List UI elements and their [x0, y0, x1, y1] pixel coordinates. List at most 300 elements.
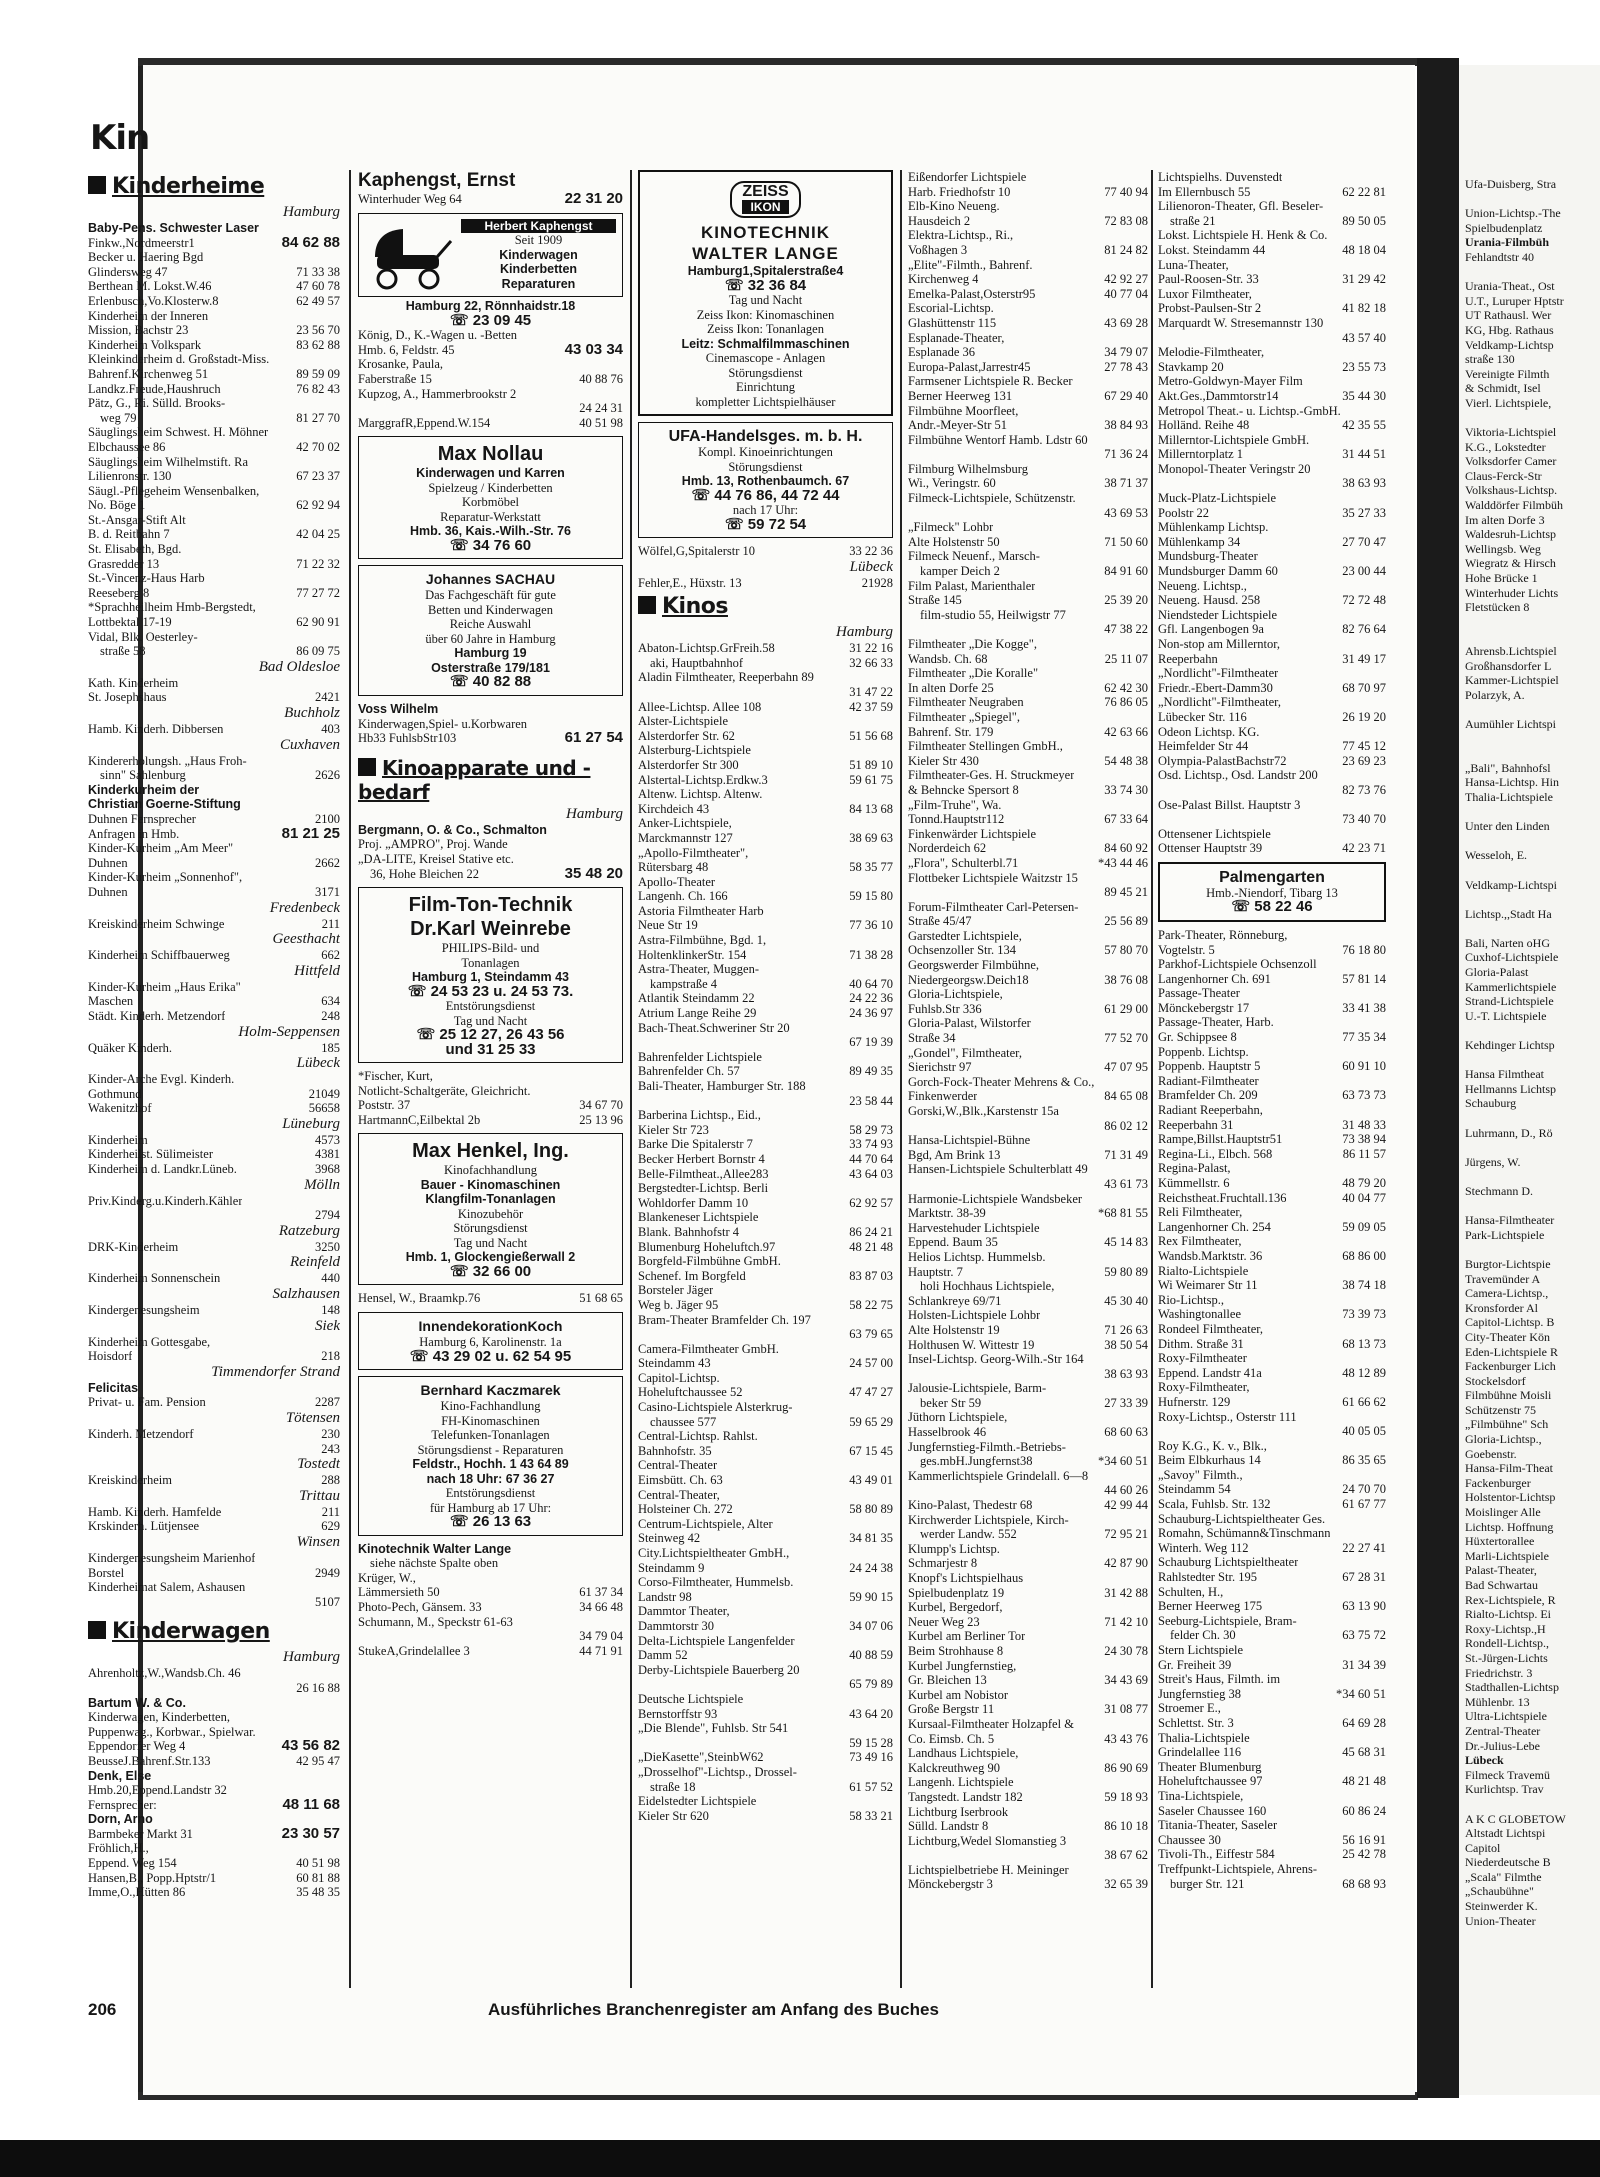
- listing-phone: *34 60 51: [1098, 1454, 1148, 1469]
- listing-phone: [336, 250, 340, 265]
- listing-name: Ottensener Lichtspiele: [1158, 826, 1271, 841]
- listing-row: [88, 586, 340, 601]
- listing-name: Escorial-Lichtsp.: [908, 301, 994, 316]
- right-page-line: Veldkamp-Lichtspi: [1465, 877, 1557, 892]
- advert-line: Tag und Nacht: [453, 1235, 528, 1250]
- listing-row: [1158, 928, 1386, 943]
- listing-name: Akt.Ges.,Dammtorstr14: [1158, 388, 1279, 403]
- listing-row: [638, 1400, 893, 1415]
- advert-koch: [358, 1312, 623, 1370]
- listing-name: „Elite"-Filmth., Bahrenf.: [908, 257, 1033, 272]
- listing-phone: [619, 357, 623, 372]
- listing-row: [638, 544, 893, 559]
- listing-phone: 43 56 82: [281, 1737, 340, 1755]
- listing-name: Rialto-Lichtspiele: [1158, 1263, 1249, 1278]
- listing-row: [1158, 739, 1386, 754]
- listing-phone: [1382, 1103, 1386, 1118]
- listing-phone: 86 10 18: [1104, 1819, 1148, 1834]
- listing-row: [908, 506, 1148, 521]
- right-page-line: Schauburg: [1465, 1096, 1517, 1111]
- listing-phone: 51 89 10: [849, 757, 893, 772]
- listing-row: [88, 425, 340, 440]
- listing-name: Gr. Freiheit 39: [1158, 1657, 1232, 1672]
- listing-row: [908, 1323, 1148, 1338]
- advert-phone: ☏ 44 76 86, 44 72 44: [691, 486, 840, 504]
- advert-weinrebe: [358, 887, 623, 1063]
- listing-group: [88, 221, 340, 659]
- listing-name: „Gondel", Filmtheater,: [908, 1045, 1022, 1060]
- listing-row: [358, 416, 623, 431]
- listing-name: Holsten-Lichtspiele Lohbr: [908, 1308, 1041, 1323]
- listing-name: Filmtheater Stellingen GmbH.,: [908, 739, 1063, 754]
- listing-phone: [1144, 1571, 1148, 1586]
- listing-row: [908, 447, 1148, 462]
- listing-phone: [1382, 1380, 1386, 1395]
- listing-row: [358, 1615, 623, 1630]
- listing-phone: [336, 797, 340, 812]
- advert-line: für Hamburg ab 17 Uhr:: [429, 1500, 552, 1515]
- right-page-line: Park-Lichtspiele: [1465, 1227, 1545, 1242]
- listing-row: [1158, 637, 1386, 652]
- listing-phone: [619, 837, 623, 852]
- right-page-line: Dr.-Julius-Lebe: [1465, 1738, 1540, 1753]
- listing-row: [1158, 1731, 1386, 1746]
- listing-row: [88, 338, 340, 353]
- listing-phone: 35 27 33: [1342, 505, 1386, 520]
- listing-phone: [1144, 1746, 1148, 1761]
- listing-row: [638, 1064, 893, 1079]
- listing-row: [358, 1556, 623, 1571]
- column-rule: [900, 170, 902, 1988]
- listing-phone: [336, 1551, 340, 1566]
- advert-title: Dr.Karl Weinrebe: [410, 918, 571, 941]
- right-page-line: [1465, 265, 1600, 280]
- right-page-line: Gloria-Lichtsp.,: [1465, 1432, 1542, 1447]
- listing-phone: 77 35 34: [1342, 1030, 1386, 1045]
- listing-name: Kinder-Kurheim „Sonnenhof",: [88, 870, 243, 885]
- listing-phone: [889, 1546, 893, 1561]
- right-page-line: Lichtsp. Hoffnung: [1465, 1519, 1554, 1534]
- listing-phone: [619, 1069, 623, 1084]
- listing-name: St.-Vincenz-Haus Harb: [88, 571, 205, 586]
- listing-row: [908, 900, 1148, 915]
- listing-row: [358, 1069, 623, 1084]
- listing-row: [1158, 798, 1386, 813]
- right-page-line: Schützenstr 75: [1465, 1402, 1536, 1417]
- listing-name: Holländ. Reihe 48: [1158, 418, 1250, 433]
- listing-name: „Apollo-Filmtheater",: [638, 845, 749, 860]
- listing-row: [908, 1454, 1148, 1469]
- listing-row: [1158, 491, 1386, 506]
- phone-icon: ☏: [449, 536, 473, 554]
- listing-name: Centrum-Lichtspiele, Alter: [638, 1516, 773, 1531]
- right-page-line: Hansa-Lichtsp. Hin: [1465, 775, 1559, 790]
- listing-name: Casino-Lichtspiele Alsterkrug-: [638, 1400, 793, 1415]
- listing-phone: 25 56 89: [1104, 914, 1148, 929]
- listing-name: Borgfeld-Filmbühne GmbH.: [638, 1254, 781, 1269]
- listing-name: Wi Weimarer Str 11: [1158, 1278, 1258, 1293]
- listing-name: Steindamm 54: [1158, 1482, 1231, 1497]
- listing-phone: 72 83 08: [1104, 213, 1148, 228]
- listing-phone: 38 63 93: [1342, 476, 1386, 491]
- right-page-line: Hellmanns Lichtsp: [1465, 1081, 1556, 1096]
- listing-name: Bahrenfelder Lichtspiele: [638, 1049, 762, 1064]
- listing-phone: 42 70 02: [296, 439, 340, 454]
- listing-row: [908, 695, 1148, 710]
- listing-phone: 33 74 93: [849, 1137, 893, 1152]
- listing-row: [88, 1856, 340, 1871]
- right-page-line: Großhansdorfer L: [1465, 658, 1552, 673]
- listing-phone: 248: [321, 1008, 340, 1023]
- listing-row: [638, 1648, 893, 1663]
- listing-name: Reeperbahn: [1158, 651, 1218, 666]
- listing-row: [908, 1732, 1148, 1747]
- right-page-line: [1465, 892, 1600, 907]
- listing-group: [88, 1194, 340, 1223]
- listing-phone: 47 38 22: [1104, 622, 1148, 637]
- listing-name: Abaton-Lichtsp.GrFreih.58: [638, 641, 775, 656]
- city-heading: Tostedt: [297, 1456, 340, 1473]
- listing-name: Rütersbarg 48: [638, 860, 709, 875]
- listing-name: straße 21: [1170, 213, 1216, 228]
- listing-name: Krüger, W.,: [358, 1570, 416, 1585]
- listing-name: DRK-Kinderheim: [88, 1239, 179, 1254]
- listing-row: [908, 1877, 1148, 1892]
- listing-phone: [1144, 1834, 1148, 1849]
- listing-phone: 63 73 73: [1342, 1088, 1386, 1103]
- listing-phone: 61 27 54: [564, 729, 623, 747]
- listing-row: [88, 630, 340, 645]
- phone-icon: ☏: [416, 1026, 440, 1044]
- listing-phone: 43 69 28: [1104, 315, 1148, 330]
- listing-phone: 27 70 47: [1342, 534, 1386, 549]
- listing-row: [638, 1721, 893, 1736]
- listing-name: Kalckreuthweg 90: [908, 1760, 1000, 1775]
- advert-title: Film-Ton-Technik: [408, 894, 573, 917]
- listing-row: [88, 1162, 340, 1177]
- listing-name: Finkenwärder Lichtspiele: [908, 826, 1037, 841]
- listing-row: [88, 768, 340, 783]
- listing-row: [638, 656, 893, 671]
- listing-phone: [1382, 666, 1386, 681]
- listing-row: [358, 1644, 623, 1659]
- listing-phone: 25 39 20: [1104, 593, 1148, 608]
- right-page-line: Palast-Theater,: [1465, 1563, 1537, 1578]
- listing-name: Gothmund: [88, 1086, 142, 1101]
- listing-row: [1158, 1132, 1386, 1147]
- listing-phone: 44 71 91: [579, 1643, 623, 1658]
- listing-row: [908, 389, 1148, 404]
- listing-row: [908, 1046, 1148, 1061]
- section-heading-kinoapparate: Kinoapparate und -bedarf: [358, 755, 591, 804]
- listing-row: [358, 357, 623, 372]
- listing-row: [1158, 957, 1386, 972]
- listing-row: [908, 1571, 1148, 1586]
- listing-phone: 67 29 40: [1104, 388, 1148, 403]
- listing-row: [88, 1442, 340, 1457]
- listing-row: [908, 331, 1148, 346]
- listing-name: kamper Deich 2: [920, 564, 1000, 579]
- listing-phone: [889, 846, 893, 861]
- listing-row: [638, 918, 893, 933]
- listing-name: Beim Strohhause 8: [908, 1643, 1004, 1658]
- listing-row: [1158, 652, 1386, 667]
- listing-row: [638, 1794, 893, 1809]
- listing-name: Große Bergstr 11: [908, 1702, 995, 1717]
- listing-group: [358, 702, 623, 746]
- listing-row: [88, 783, 340, 798]
- listing-row: [88, 722, 340, 737]
- right-page-line: [1465, 192, 1600, 207]
- listing-name: Weg b. Jäger 95: [638, 1297, 719, 1312]
- listing-phone: 243: [321, 1441, 340, 1456]
- listing-name: Poppenb. Hauptstr 5: [1158, 1059, 1261, 1074]
- listing-name: Knopf's Lichtspielhaus: [908, 1571, 1024, 1585]
- listing-name: Poppenb. Lichtsp.: [1158, 1044, 1249, 1059]
- listing-row: [1158, 1453, 1386, 1468]
- listing-row: [88, 396, 340, 411]
- advert-address: Hmb. 1, Glockengießerwall 2: [405, 1250, 576, 1265]
- listing-row: [908, 608, 1148, 623]
- listing-phone: [1382, 258, 1386, 273]
- listing-phone: [1144, 1162, 1148, 1177]
- right-page-line: Ahrensb.Lichtspiel: [1465, 644, 1557, 658]
- listing-phone: [1382, 1161, 1386, 1176]
- listing-row: [638, 714, 893, 729]
- listing-name: Apollo-Theater: [638, 874, 716, 889]
- listing-row: [1158, 447, 1386, 462]
- listing-name: straße 18: [650, 1779, 696, 1794]
- listing-phone: 33 74 30: [1104, 782, 1148, 797]
- listing-row: [908, 579, 1148, 594]
- city-heading: Timmendorfer Strand: [211, 1363, 340, 1380]
- listing-row: [908, 1075, 1148, 1090]
- listing-phone: 72 72 48: [1342, 593, 1386, 608]
- right-page-line: Jürgens, W.: [1465, 1154, 1521, 1169]
- listing-phone: [889, 1634, 893, 1649]
- listing-row: [358, 1571, 623, 1586]
- listing-name: Kinderheim der Inneren: [88, 308, 209, 323]
- listing-row: [908, 1513, 1148, 1528]
- listing-name: Anker-Lichtspiele,: [638, 816, 732, 831]
- right-page-line: Polarzyk, A.: [1465, 687, 1525, 702]
- listing-name: Finkenwerder: [908, 1089, 978, 1104]
- listing-phone: 21928: [861, 575, 893, 590]
- listing-row: [88, 797, 340, 812]
- listing-row: [638, 889, 893, 904]
- listing-phone: 73 39 73: [1342, 1307, 1386, 1322]
- listing-row: [88, 1208, 340, 1223]
- listing-phone: 82 76 64: [1342, 622, 1386, 637]
- listing-phone: 43 64 03: [849, 1166, 893, 1181]
- listing-row: [638, 1415, 893, 1430]
- right-page-line: Kronsforder Al: [1465, 1300, 1538, 1315]
- listing-row: [358, 1084, 623, 1099]
- listing-name: Hmb. 6, Feldstr. 45: [358, 342, 455, 357]
- advert-line: Störungsdienst: [728, 459, 803, 474]
- listing-phone: [889, 1400, 893, 1415]
- right-page-line: [1465, 732, 1600, 747]
- listing-phone: [1144, 301, 1148, 316]
- right-page-line: Stechmann D.: [1465, 1183, 1533, 1198]
- listing-name: Anfragen in Hmb.: [88, 826, 180, 841]
- listing-name: Blankeneser Lichtspiele: [638, 1210, 759, 1225]
- listing-row: [1158, 972, 1386, 987]
- listing-name: Filmbühne Wentorf Hamb. Ldstr 60: [908, 432, 1088, 447]
- listing-row: [908, 593, 1148, 608]
- listing-name: „DieKasette",SteinbW62: [638, 1750, 764, 1765]
- right-page-line: Marli-Lichtspiele: [1465, 1548, 1549, 1563]
- listing-phone: [1144, 1410, 1148, 1425]
- listing-phone: [1144, 1279, 1148, 1294]
- listing-phone: [889, 1692, 893, 1707]
- listing-phone: 25 11 07: [1104, 651, 1148, 666]
- listing-phone: [1382, 986, 1386, 1001]
- right-page-line: [1465, 629, 1600, 644]
- advert-sachau: [358, 565, 623, 696]
- listing-name: werder Landw. 552: [920, 1527, 1017, 1542]
- listing-phone: 60 86 24: [1342, 1803, 1386, 1818]
- listing-row: [908, 1279, 1148, 1294]
- listing-name: Duhnen: [88, 884, 128, 899]
- city-heading: Winsen: [296, 1533, 340, 1550]
- listing-name: Europa-Palast,Jarrestr45: [908, 359, 1031, 374]
- right-page-line: [1465, 921, 1600, 936]
- listing-name: Lilienronstr. 130: [88, 469, 172, 484]
- listing-name: Reeseberg 8: [88, 585, 150, 600]
- listing-name: beker Str 59: [920, 1395, 982, 1410]
- listing-row: [638, 787, 893, 802]
- listing-group: [88, 1335, 340, 1364]
- listing-row: [88, 1519, 340, 1534]
- listing-name: Wandsb.Marktstr. 36: [1158, 1248, 1263, 1263]
- right-page-line: Union-Theater: [1465, 1913, 1536, 1928]
- listing-name: Hasselbrook 46: [908, 1425, 987, 1440]
- listing-row: [908, 433, 1148, 448]
- listing-phone: 86 11 57: [1342, 1146, 1386, 1161]
- listing-phone: 440: [321, 1271, 340, 1286]
- right-page-line: Eden-Lichtspiele R: [1465, 1344, 1558, 1359]
- listing-phone: [1382, 491, 1386, 506]
- listing-row: [908, 1746, 1148, 1761]
- listing-row: [638, 816, 893, 831]
- listing-phone: 48 18 04: [1342, 242, 1386, 257]
- listing-name: Erlenbusch,Vo.Klosterw.8: [88, 293, 219, 308]
- listing-row: [908, 1104, 1148, 1119]
- listing-name: Pätz, G., Ri. Sülld. Brooks-: [88, 396, 226, 411]
- right-page-line: Bali, Narten oHG: [1465, 935, 1550, 950]
- advert-line: Klangfilm-Tonanlagen: [425, 1192, 556, 1207]
- listing-name: Langenhorner Ch. 691: [1158, 971, 1271, 986]
- listing-phone: [1382, 170, 1386, 185]
- listing-name: B. d. Reitbahn 7: [88, 527, 170, 542]
- listing-name: Belle-Filmtheat.,Allee283: [638, 1166, 769, 1181]
- listing-row: [908, 914, 1148, 929]
- listing-group: [88, 1072, 340, 1116]
- listing-phone: [336, 676, 340, 691]
- listing-name: Osd. Lichtsp., Osd. Landstr 200: [1158, 768, 1318, 783]
- listing-phone: 26 19 20: [1342, 709, 1386, 724]
- listing-phone: [619, 1542, 623, 1557]
- right-page-line: Kehdinger Lichtsp: [1465, 1038, 1555, 1053]
- listing-row: [638, 1488, 893, 1503]
- listing-name: Damm 52: [638, 1648, 688, 1663]
- listing-name: Aladin Filmtheater, Reeperbahn 89: [638, 670, 814, 685]
- advert-line: Störungsdienst: [728, 365, 803, 380]
- listing-name: Holthusen W. Wittestr 19: [908, 1337, 1035, 1352]
- listing-phone: 34 79 07: [1104, 345, 1148, 360]
- advert-phone: ☏ 26 13 63: [449, 1513, 532, 1531]
- listing-name: Gr. Bleichen 13: [908, 1673, 987, 1688]
- city-heading: Hamburg: [283, 1649, 340, 1666]
- listing-row: [358, 702, 623, 717]
- listing-name: Kieler Str 620: [638, 1808, 709, 1823]
- listing-phone: 45 14 83: [1104, 1235, 1148, 1250]
- listing-row: [908, 301, 1148, 316]
- phone-icon: ☏: [449, 1513, 473, 1531]
- listing-name: BeusseJ.Bahrenf.Str.133: [88, 1753, 211, 1768]
- listing-phone: [336, 980, 340, 995]
- city-heading: Geesthacht: [272, 931, 340, 948]
- listing-phone: [1382, 549, 1386, 564]
- listing-row: [908, 1016, 1148, 1031]
- listing-phone: [1144, 871, 1148, 886]
- listing-name: Paul-Roosen-Str. 33: [1158, 272, 1259, 287]
- listing-name: Roxy-Lichtsp., Osterstr 111: [1158, 1409, 1297, 1424]
- listing-name: holi Hochhaus Lichtspiele,: [920, 1279, 1055, 1294]
- listing-phone: [336, 571, 340, 586]
- listing-row: [88, 644, 340, 659]
- listing-row: [1158, 418, 1386, 433]
- listing-name: Central-Theater,: [638, 1487, 720, 1502]
- listing-name: Muck-Platz-Lichtspiele: [1158, 491, 1277, 506]
- listing-phone: 59 61 75: [849, 772, 893, 787]
- listing-row: [1158, 943, 1386, 958]
- listing-phone: [336, 1769, 340, 1784]
- listing-row: [1158, 1497, 1386, 1512]
- listing-phone: [336, 1841, 340, 1856]
- listing-phone: [1144, 1046, 1148, 1061]
- phone-icon: ☏: [724, 515, 748, 533]
- advert-phone: ☏ 32 66 00: [449, 1262, 532, 1280]
- right-page-line: UT Rathausl. Wer: [1465, 308, 1552, 323]
- listing-name: Rondeel Filmtheater,: [1158, 1321, 1264, 1336]
- listing-phone: [336, 1072, 340, 1087]
- advert-phone: ☏ 23 09 45: [449, 311, 532, 329]
- listing-phone: 43 57 40: [1342, 330, 1386, 345]
- listing-phone: 2100: [315, 811, 340, 826]
- listing-phone: 62 92 57: [849, 1195, 893, 1210]
- listing-name: StukeA,Grindelallee 3: [358, 1643, 470, 1658]
- listing-row: [638, 1663, 893, 1678]
- right-page-line: Rex-Lichtspiele, R: [1465, 1592, 1556, 1607]
- advert-phone: ☏ 59 72 54: [724, 515, 807, 533]
- listing-phone: [1382, 608, 1386, 623]
- listing-name: Kinderwagen, Kinderbetten,: [88, 1710, 230, 1725]
- listing-name: Bergmann, O. & Co., Schmalton: [358, 822, 547, 837]
- listing-name: Säuglingsheim Wilhelmstift. Ra: [88, 454, 249, 469]
- listing-phone: 77 45 12: [1342, 739, 1386, 754]
- right-page-line: Niederdeutsche B: [1465, 1855, 1551, 1870]
- listing-row: [88, 980, 340, 995]
- listing-row: [638, 729, 893, 744]
- phone-icon: ☏: [724, 276, 748, 294]
- listing-row: [1158, 389, 1386, 404]
- listing-row: [638, 743, 893, 758]
- listing-row: [88, 615, 340, 630]
- listing-phone: 4381: [315, 1147, 340, 1162]
- listing-name: Ose-Palast Billst. Hauptstr 3: [1158, 797, 1301, 812]
